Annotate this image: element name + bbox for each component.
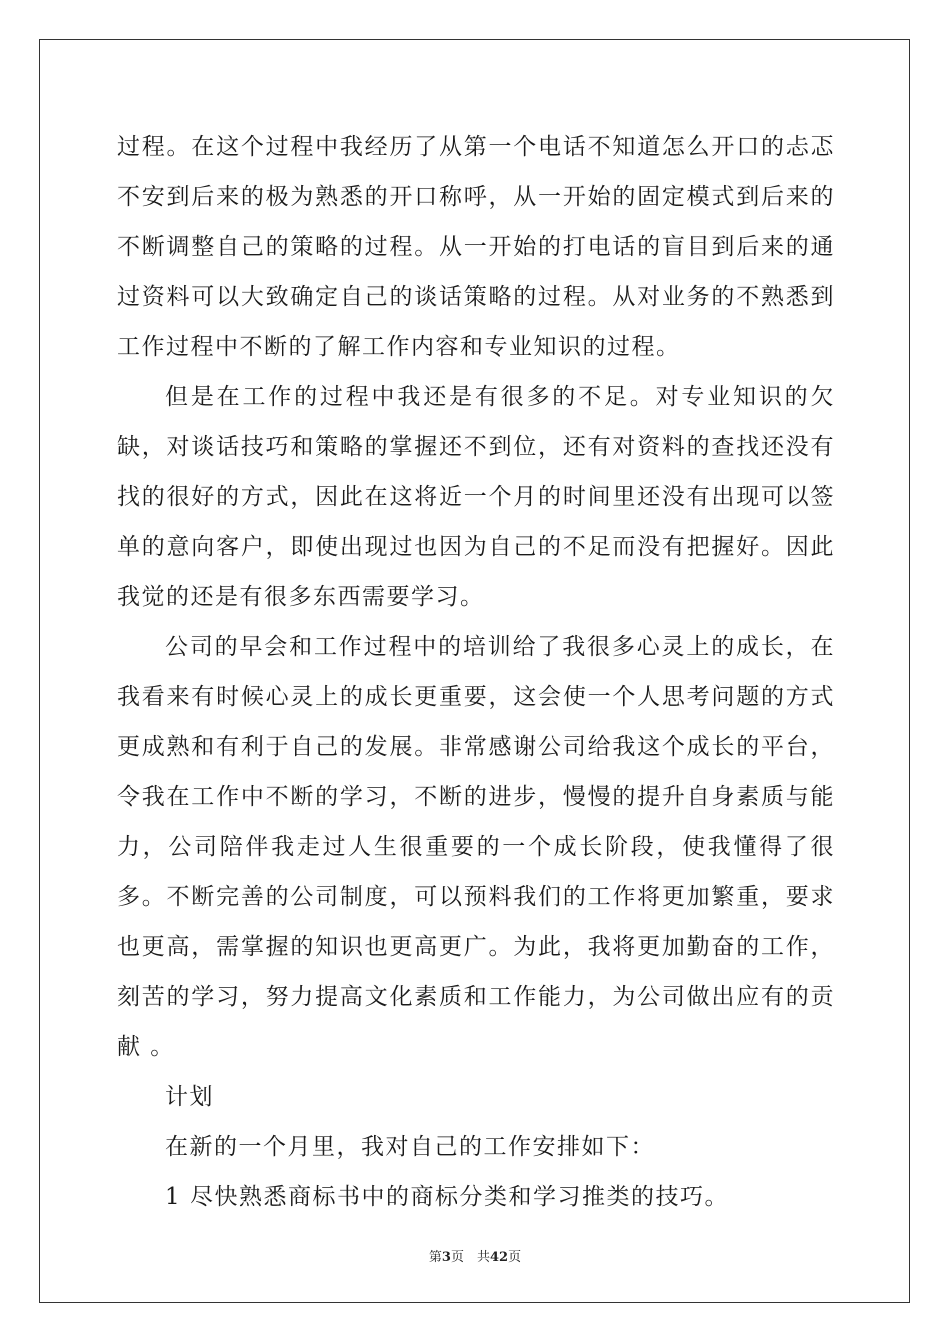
footer-prefix: 第 bbox=[428, 1250, 442, 1265]
plan-item-1: 1 尽快熟悉商标书中的商标分类和学习推类的技巧。 bbox=[165, 1184, 729, 1210]
footer-suffix: 页 bbox=[508, 1250, 522, 1265]
section-heading-plan: 计划 bbox=[165, 1084, 214, 1110]
document-body bbox=[117, 122, 835, 1222]
page-footer bbox=[0, 1246, 950, 1265]
paragraph-shortcomings: 但是在工作的过程中我还是有很多的不足。对专业知识的欠缺，对谈话技巧和策略的掌握还不到位，还有对资料的查找还没有找的很好的方式，因此在这将近一个月的时间里还没有出现可以签单的意向客户，即使出现过也因为自己的不足而没有把握好。因此我觉的还是有很多东西需要学习。 bbox=[117, 384, 835, 610]
footer-page-current: 3 bbox=[441, 1250, 451, 1265]
paragraph-process-summary: 过程。在这个过程中我经历了从第一个电话不知道怎么开口的忐忑不安到后来的极为熟悉的开口称呼，从一开始的固定模式到后来的不断调整自己的策略的过程。从一开始的打电话的盲目到后来的通过资料可以大致确定自己的谈话策略的过程。从对业务的不熟悉到工作过程中不断的了解工作内容和专业知识的过程。 bbox=[117, 134, 835, 360]
footer-page-total: 42 bbox=[489, 1250, 509, 1265]
footer-mid: 页 共 bbox=[450, 1250, 490, 1265]
paragraph-plan-intro: 在新的一个月里，我对自己的工作安排如下： bbox=[165, 1134, 655, 1160]
paragraph-company-growth: 公司的早会和工作过程中的培训给了我很多心灵上的成长，在我看来有时候心灵上的成长更重要，这会使一个人思考问题的方式更成熟和有利于自己的发展。非常感谢公司给我这个成长的平台，令我在工作中不断的学习，不断的进步，慢慢的提升自身素质与能力，公司陪伴我走过人生很重要的一个成长阶段，使我懂得了很多。不断完善的公司制度，可以预料我们的工作将更加繁重，要求也更高，需掌握的知识也更高更广。为此，我将更加勤奋的工作，刻苦的学习，努力提高文化素质和工作能力，为公司做出应有的贡献 。 bbox=[117, 634, 835, 1060]
